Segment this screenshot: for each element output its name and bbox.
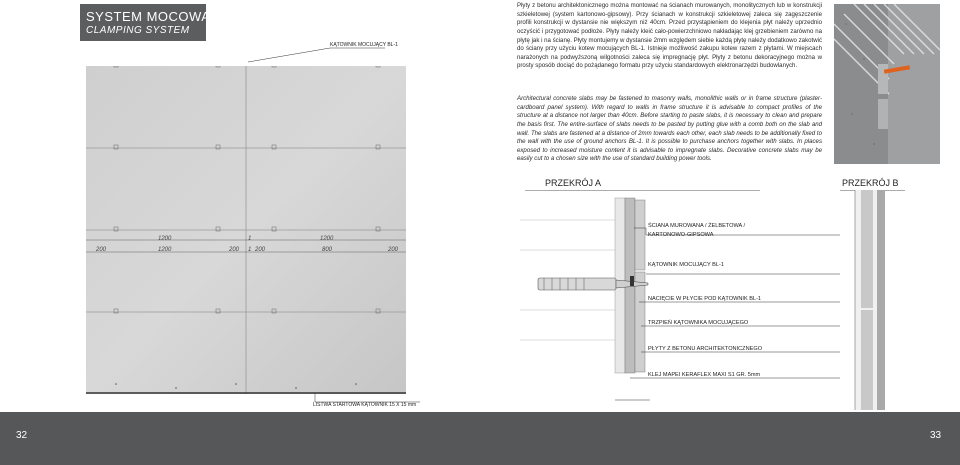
page-number-left: 32: [16, 430, 28, 441]
dim-top-3: 1200: [320, 236, 334, 242]
dim-bottom-3: 200: [229, 247, 240, 253]
description-polish: Płyty z betonu architektonicznego można montować na ścianach murowanych, monolitycznych lub w konstrukcji szkieletowej (system kartonowo-gipsowy). Przy ścianach w konstrukcji szkieletowej zaleca się zagęszczenie profili konstrukcji w dystansie nie większym niż 40cm. Przed przystąpieniem do klejenia płyt należy uprzednio oczyścić i przygotować podłoże. Płyty należy kleić cało-powierzchniowo nakładając klej grzebieniem zarówno na płytę jak i na ścianę. Płyty montujemy w dystansie 2mm względem siebie każdą płytę należy dodatkowo zakotwić do ściany przy użyciu kotew mocujących BL-1. Istnieje możliwość zakupu kotew razem z płytami. W miejscach narażonych na podwyższoną wilgotności zaleca się impregnację płyt. Płyty z betonu dekoracyjnego można w prosty sposób dociąć do pożądanego formatu przy użyciu standardowych elektronarzędzi budowlanych.: [517, 2, 822, 70]
note-pin: TRZPIEŃ KĄTOWNIKA MOCUJĄCEGO: [648, 320, 749, 326]
note-wall-2: KARTONOWO-GIPSOWA: [648, 232, 714, 238]
dim-bottom-6: 800: [322, 247, 333, 253]
dim-bottom-4: 1: [248, 247, 252, 253]
dim-bottom-5: 200: [255, 247, 266, 253]
section-a-label: PRZEKRÓJ A: [545, 178, 602, 188]
start-strip-label: LISTWA STARTOWA KĄTOWNIK 15 X 15 mm: [313, 402, 417, 408]
concrete-wall-elevation: [86, 66, 406, 394]
footer-bar: [0, 412, 960, 465]
dim-top-2: 1: [248, 236, 252, 242]
note-adhesive: KLEJ MAPEI KERAFLEX MAXI S1 GR. 5mm: [648, 372, 761, 378]
note-wall-1: ŚCIANA MUROWANA / ŻELBETOWA /: [648, 223, 746, 229]
dim-bottom-1: 200: [96, 247, 107, 253]
note-cut: NACIĘCIE W PŁYCIE POD KĄTOWNIK BL-1: [648, 296, 762, 302]
dim-top-1: 1200: [158, 236, 172, 242]
mounting-photo: [834, 4, 940, 164]
note-anchor: KĄTOWNIK MOCUJĄCY BL-1: [648, 262, 724, 268]
section-subtitle: CLAMPING SYSTEM: [86, 25, 190, 36]
note-slabs: PŁYTY Z BETONU ARCHITEKTONICZNEGO: [648, 346, 763, 352]
section-b-label: PRZEKRÓJ B: [842, 178, 899, 188]
description-english: Architectural concrete slabs may be fastened to masonry walls, monolithic walls or in frame structure (plaster-cardboard panel system). With regard to walls in frame structure it is advisable to compact profiles of the structure at a distance not larger than 40cm. Before starting to paste slabs, it is necessary to clean and prepare the basis first. The entire-surface of slabs needs to be pasted by putting glue with a comb both on the slab and wall. The slabs are fastened at a distance of 2mm towards each other, each slab needs to be additionally fixed to the wall with the use of ground anchors BL-1. It is possible to purchase anchors together with slabs. In places exposed to increased moisture content it is advisable to impregnate slabs. Decorative concrete slabs may be easily cut to a chosen size with the use of standard building power tools.: [517, 95, 822, 163]
page-number-right: 33: [930, 430, 942, 441]
callout-label: KĄTOWNIK MOCUJĄCY BL-1: [330, 42, 398, 48]
dim-bottom-2: 1200: [158, 247, 172, 253]
dim-bottom-7: 200: [388, 247, 399, 253]
section-title: SYSTEM MOCOWAŃ: [86, 9, 221, 24]
